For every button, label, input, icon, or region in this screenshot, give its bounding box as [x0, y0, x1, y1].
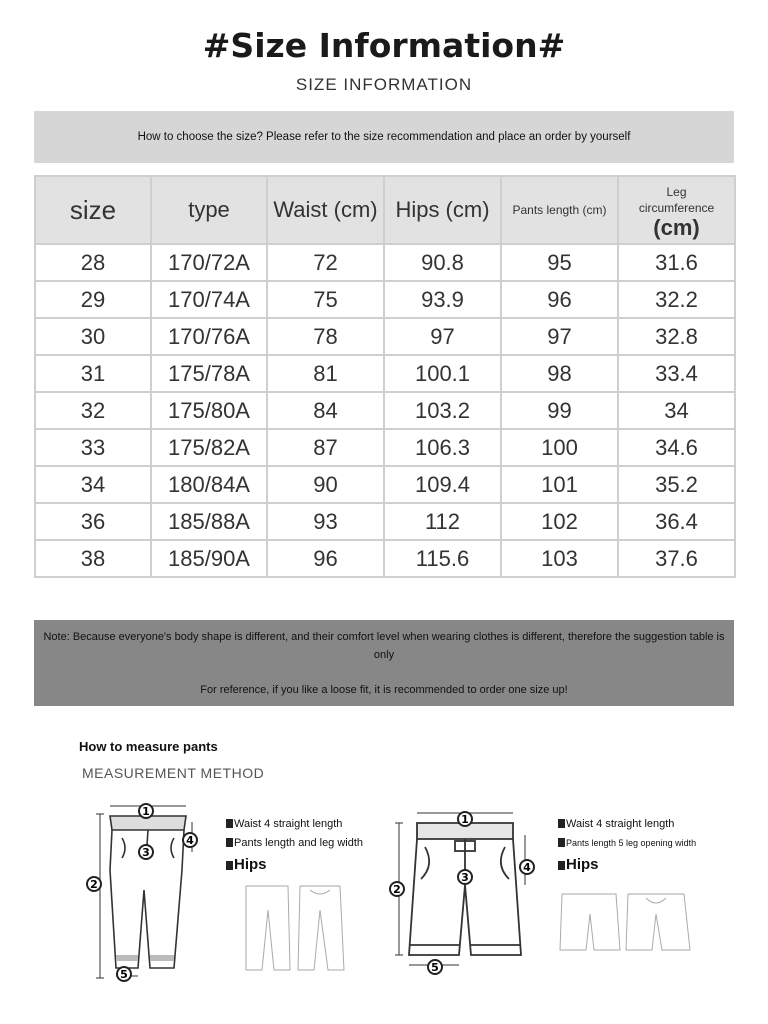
cell-hips: 106.3: [384, 429, 501, 466]
cell-leg: 35.2: [618, 466, 735, 503]
bullet-icon: [558, 861, 565, 870]
cell-size: 33: [35, 429, 151, 466]
table-row: [35, 503, 735, 540]
long-legend-3: Hips: [234, 856, 267, 873]
marker-1: 1: [142, 805, 150, 818]
header-leg-circumference: [618, 176, 735, 244]
cell-size: 32: [35, 392, 151, 429]
size-guide-banner: [34, 111, 734, 163]
cell-length: 99: [501, 392, 618, 429]
table-row: [35, 392, 735, 429]
long-legend-2: Pants length and leg width: [234, 837, 364, 849]
cell-hips: 100.1: [384, 355, 501, 392]
shorts-legend-1: Waist 4 straight length: [566, 818, 675, 830]
cell-size: 36: [35, 503, 151, 540]
table-row: [35, 466, 735, 503]
bullet-icon: [226, 861, 233, 870]
header-type: type: [151, 176, 267, 244]
cell-waist: 87: [267, 429, 384, 466]
cell-size: 31: [35, 355, 151, 392]
shorts-legend-3: Hips: [566, 856, 599, 873]
cell-leg: 36.4: [618, 503, 735, 540]
page-title: #Size Information#: [202, 26, 566, 65]
size-table: [34, 175, 736, 578]
long-legend-1: Waist 4 straight length: [234, 818, 343, 830]
cell-length: 96: [501, 281, 618, 318]
shorts-diagram: [385, 805, 545, 975]
cell-length: 97: [501, 318, 618, 355]
cell-waist: 90: [267, 466, 384, 503]
cell-hips: 97: [384, 318, 501, 355]
cell-length: 103: [501, 540, 618, 577]
shorts-legend-2: Pants length 5 leg opening width: [566, 838, 697, 848]
cell-waist: 96: [267, 540, 384, 577]
marker-5: 5: [120, 968, 128, 981]
cell-type: 180/84A: [151, 466, 267, 503]
cell-leg: 37.6: [618, 540, 735, 577]
table-row: [35, 355, 735, 392]
note-banner: [34, 620, 734, 706]
header-size: size: [35, 176, 151, 244]
cell-size: 30: [35, 318, 151, 355]
cell-leg: 32.8: [618, 318, 735, 355]
cell-length: 101: [501, 466, 618, 503]
cell-size: 34: [35, 466, 151, 503]
header-leg-line1: Leg: [666, 185, 687, 199]
cell-hips: 115.6: [384, 540, 501, 577]
shorts-legend: [558, 815, 696, 874]
shorts-marker-2: 2: [393, 883, 401, 896]
header-leg-line2: circumference: [638, 201, 715, 215]
cell-type: 170/74A: [151, 281, 267, 318]
table-row: [35, 244, 735, 281]
table-row: [35, 429, 735, 466]
cell-type: 175/80A: [151, 392, 267, 429]
cell-type: 175/78A: [151, 355, 267, 392]
shorts-marker-3: 3: [461, 871, 469, 884]
long-pants-thumbnails: [240, 880, 360, 975]
cell-type: 185/90A: [151, 540, 267, 577]
cell-waist: 72: [267, 244, 384, 281]
measure-title: How to measure pants: [79, 739, 218, 754]
marker-2: 2: [90, 878, 98, 891]
cell-leg: 34: [618, 392, 735, 429]
cell-hips: 103.2: [384, 392, 501, 429]
shorts-marker-5: 5: [431, 961, 439, 974]
cell-waist: 78: [267, 318, 384, 355]
measure-subtitle: MEASUREMENT METHOD: [82, 765, 265, 781]
cell-hips: 112: [384, 503, 501, 540]
cell-waist: 84: [267, 392, 384, 429]
shorts-marker-1: 1: [461, 813, 469, 826]
header-pants-length: Pants length (cm): [501, 176, 618, 244]
cell-size: 28: [35, 244, 151, 281]
cell-size: 29: [35, 281, 151, 318]
shorts-marker-4: 4: [523, 861, 531, 874]
cell-length: 102: [501, 503, 618, 540]
cell-type: 170/72A: [151, 244, 267, 281]
cell-type: 185/88A: [151, 503, 267, 540]
table-row: [35, 540, 735, 577]
bullet-icon: [226, 838, 233, 847]
note-line-1: Note: Because everyone's body shape is different, and their comfort level when wearing clothes is different, therefore the suggestion table is only: [43, 630, 725, 661]
long-pants-diagram: [78, 800, 208, 985]
marker-3: 3: [142, 846, 150, 859]
cell-size: 38: [35, 540, 151, 577]
bullet-icon: [226, 819, 233, 828]
table-row: [35, 318, 735, 355]
cell-waist: 81: [267, 355, 384, 392]
note-line-2: For reference, if you like a loose fit, it is recommended to order one size up!: [200, 683, 568, 696]
cell-length: 95: [501, 244, 618, 281]
size-guide-text: How to choose the size? Please refer to the size recommendation and place an order by yourself: [137, 131, 631, 143]
cell-hips: 109.4: [384, 466, 501, 503]
cell-hips: 90.8: [384, 244, 501, 281]
cell-length: 98: [501, 355, 618, 392]
page-subtitle: SIZE INFORMATION: [295, 75, 473, 94]
bullet-icon: [558, 819, 565, 828]
cell-length: 100: [501, 429, 618, 466]
cell-waist: 93: [267, 503, 384, 540]
cell-leg: 33.4: [618, 355, 735, 392]
cell-type: 175/82A: [151, 429, 267, 466]
header-waist: Waist (cm): [267, 176, 384, 244]
bullet-icon: [558, 838, 565, 847]
marker-4: 4: [186, 834, 194, 847]
cell-waist: 75: [267, 281, 384, 318]
header-hips: Hips (cm): [384, 176, 501, 244]
shorts-thumbnails: [556, 888, 696, 958]
long-pants-legend: [226, 815, 363, 874]
table-row: [35, 281, 735, 318]
cell-hips: 93.9: [384, 281, 501, 318]
header-leg-unit: (cm): [653, 215, 700, 240]
cell-leg: 31.6: [618, 244, 735, 281]
cell-type: 170/76A: [151, 318, 267, 355]
table-header-row: [35, 176, 735, 244]
cell-leg: 32.2: [618, 281, 735, 318]
cell-leg: 34.6: [618, 429, 735, 466]
